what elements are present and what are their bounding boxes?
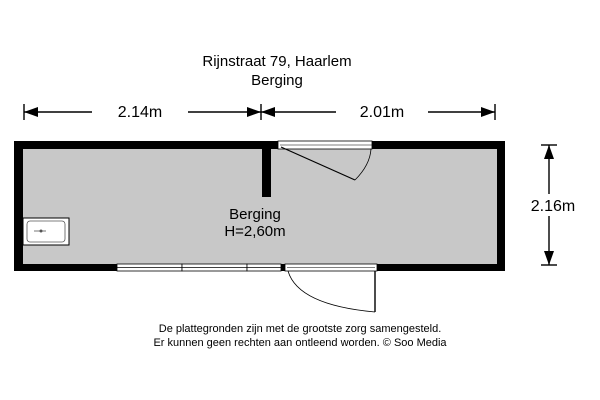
- dimension-width-right: 2.01m: [359, 104, 405, 121]
- bottom-door: [285, 264, 377, 312]
- plan-address: Rijnstraat 79, Haarlem: [202, 53, 352, 70]
- interior-wall: [262, 147, 271, 197]
- sink-icon: [23, 218, 69, 245]
- bottom-windows: [117, 264, 281, 271]
- disclaimer-line-1: De plattegronden zijn met de grootste zorg samengesteld.: [158, 323, 442, 335]
- disclaimer-line-2: Er kunnen geen rechten aan ontleend worden. © Soo Media: [153, 337, 447, 349]
- dimension-depth: 2.16m: [530, 198, 576, 215]
- room-label-height: H=2,60m: [224, 223, 286, 240]
- dimension-width-left: 2.14m: [117, 104, 163, 121]
- room-label-name: Berging: [229, 206, 281, 223]
- plan-room-title: Berging: [251, 72, 303, 89]
